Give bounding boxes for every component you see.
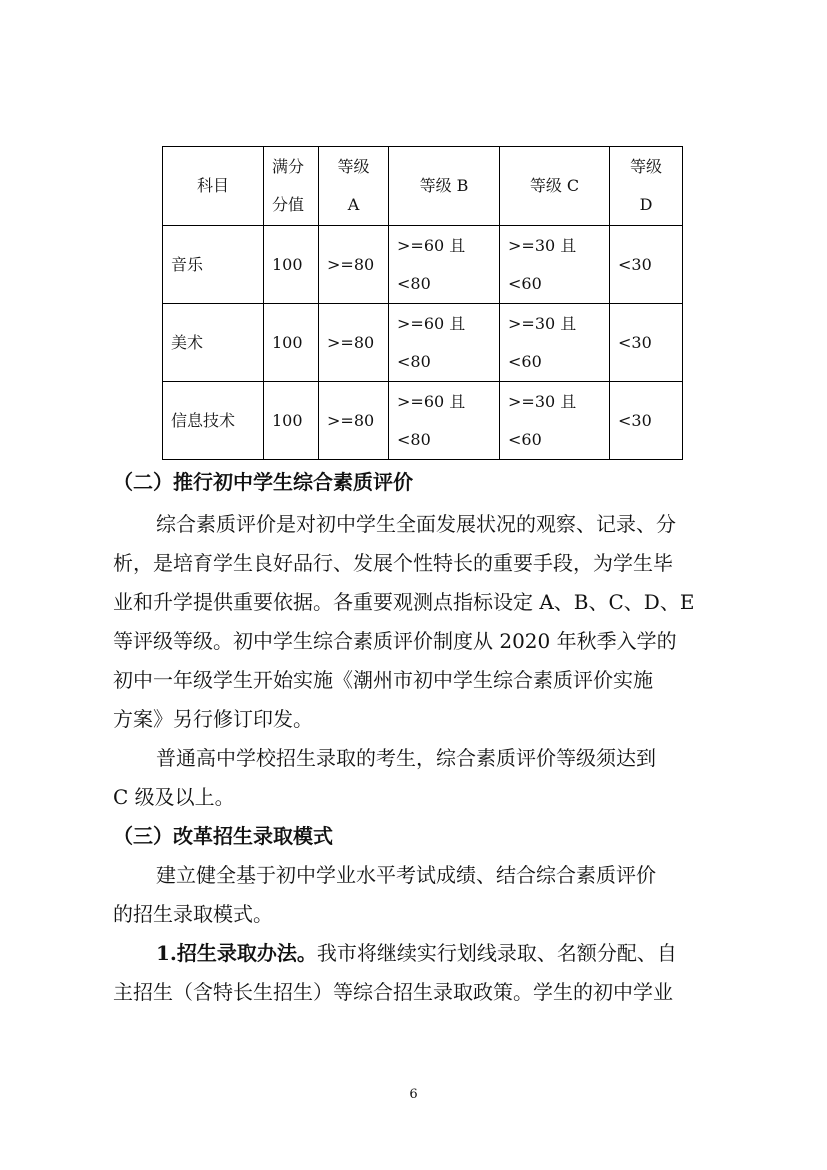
table-header-row xyxy=(163,147,683,226)
paragraph-line: 析，是培育学生良好品行、发展个性特长的重要手段，为学生毕 xyxy=(113,551,673,575)
paragraph-line: 综合素质评价是对初中学生全面发展状况的观察、记录、分 xyxy=(156,512,676,536)
header-subject xyxy=(163,147,264,226)
paragraph-line: 主招生（含特长生招生）等综合招生录取政策。学生的初中学业 xyxy=(113,980,673,1004)
cell-c xyxy=(500,226,610,304)
cell-a: >=80 xyxy=(319,382,389,460)
header-grade-d xyxy=(610,147,683,226)
cell-text: >=30 且 xyxy=(508,313,577,333)
header-grade-b xyxy=(389,147,500,226)
cell-text: <60 xyxy=(508,351,542,371)
cell-b xyxy=(389,382,500,460)
cell-full: 100 xyxy=(264,304,319,382)
header-text: A xyxy=(347,195,360,214)
paragraph-line: 方案》另行修订印发。 xyxy=(113,707,313,731)
cell-subject: 信息技术 xyxy=(163,382,264,460)
cell-text: <80 xyxy=(397,351,431,371)
table-row xyxy=(163,382,683,460)
cell-text: >=60 且 xyxy=(397,235,466,255)
section-heading-2: （二）推行初中学生综合素质评价 xyxy=(113,470,413,494)
section-heading-3: （三）改革招生录取模式 xyxy=(113,824,333,848)
cell-d: <30 xyxy=(610,304,683,382)
cell-text: <80 xyxy=(397,273,431,293)
header-text: 等级 B xyxy=(419,176,469,195)
grade-table xyxy=(162,146,683,460)
cell-b xyxy=(389,226,500,304)
cell-subject: 美术 xyxy=(163,304,264,382)
cell-b xyxy=(389,304,500,382)
paragraph-line: 普通高中学校招生录取的考生，综合素质评价等级须达到 xyxy=(156,746,656,770)
cell-text: <60 xyxy=(508,273,542,293)
cell-text: >=30 且 xyxy=(508,391,577,411)
cell-a: >=80 xyxy=(319,304,389,382)
paragraph-line: 等评级等级。初中学生综合素质评价制度从 2020 年秋季入学的 xyxy=(113,629,677,653)
cell-a: >=80 xyxy=(319,226,389,304)
cell-full: 100 xyxy=(264,382,319,460)
paragraph-line: 业和升学提供重要依据。各重要观测点指标设定 A、B、C、D、E xyxy=(113,590,695,614)
cell-text: <60 xyxy=(508,429,542,449)
header-text: 等级 xyxy=(337,157,370,176)
cell-c xyxy=(500,304,610,382)
cell-d: <30 xyxy=(610,382,683,460)
cell-d: <30 xyxy=(610,226,683,304)
paragraph-text: 我市将继续实行划线录取、名额分配、自 xyxy=(316,941,677,965)
paragraph-line xyxy=(113,934,756,973)
paragraph-line: 初中一年级学生开始实施《潮州市初中学生综合素质评价实施 xyxy=(113,668,653,692)
cell-subject: 音乐 xyxy=(163,226,264,304)
header-full-score xyxy=(264,147,319,226)
subheading-bold: 1.招生录取办法。 xyxy=(156,941,317,965)
cell-text: >=30 且 xyxy=(508,235,577,255)
table-row xyxy=(163,226,683,304)
header-grade-a xyxy=(319,147,389,226)
cell-c xyxy=(500,382,610,460)
paragraph-line: 建立健全基于初中学业水平考试成绩、结合综合素质评价 xyxy=(156,863,656,887)
cell-full: 100 xyxy=(264,226,319,304)
paragraph-line: 的招生录取模式。 xyxy=(113,902,273,926)
cell-text: >=60 且 xyxy=(397,313,466,333)
header-text: 等级 xyxy=(629,157,662,176)
cell-text: >=60 且 xyxy=(397,391,466,411)
header-text: 科目 xyxy=(196,176,229,195)
cell-text: <80 xyxy=(397,429,431,449)
table-row xyxy=(163,304,683,382)
page-number: 6 xyxy=(409,1087,418,1102)
header-text: 满分 xyxy=(272,157,305,176)
header-text: 等级 C xyxy=(529,176,580,195)
header-text: D xyxy=(639,195,653,214)
header-text: 分值 xyxy=(272,195,305,214)
header-grade-c xyxy=(500,147,610,226)
paragraph-line: C 级及以上。 xyxy=(113,785,235,809)
